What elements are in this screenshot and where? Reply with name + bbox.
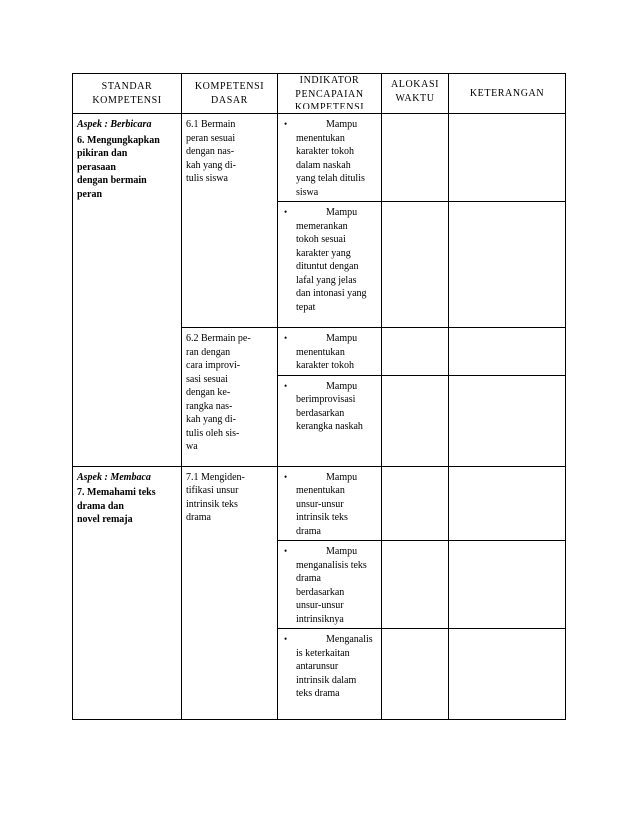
aspek-label: Aspek : Berbicara <box>77 119 152 130</box>
indikator-first: Mampu <box>326 380 358 392</box>
alokasi-cell <box>382 375 449 466</box>
competency-table <box>72 73 566 720</box>
indikator-line: berdasarkan <box>296 407 345 419</box>
indikator-line: lafal yang jelas <box>296 274 357 286</box>
standar-line: perasaan <box>77 161 116 173</box>
indikator-line: tokoh sesuai <box>296 234 346 245</box>
standar-line: dengan bermain <box>77 175 147 186</box>
standar-line: peran <box>77 188 102 200</box>
keterangan-cell <box>449 466 566 541</box>
indikator-cell <box>278 328 382 376</box>
kd-line: drama <box>186 512 211 523</box>
indikator-line: dituntut dengan <box>296 261 359 272</box>
kd-line: kah yang di- <box>186 414 236 425</box>
alokasi-cell <box>382 328 449 376</box>
indikator-first: Mampu <box>326 207 358 218</box>
standar-cell <box>73 114 182 467</box>
table-row <box>73 466 566 541</box>
indikator-rest <box>282 132 375 200</box>
kd-line: dengan ke- <box>186 387 231 398</box>
kd-line: dengan nas- <box>186 146 235 157</box>
keterangan-cell <box>449 541 566 629</box>
bullet-icon: • <box>284 119 288 129</box>
indikator-cell <box>278 202 382 328</box>
standar-line: novel remaja <box>77 514 133 525</box>
indikator-first: Mampu <box>326 546 358 557</box>
indikator-line: tepat <box>296 301 316 313</box>
indikator-line: antarunsur <box>296 661 339 672</box>
header-text: STANDAR <box>101 81 153 92</box>
indikator-line: menentukan <box>296 132 345 144</box>
indikator-line: intrinsiknya <box>296 613 344 625</box>
indikator-line: karakter tokoh <box>296 146 355 157</box>
kd-text <box>186 332 274 454</box>
header-row <box>73 74 566 114</box>
standar-line: drama dan <box>77 500 124 512</box>
keterangan-cell <box>449 375 566 466</box>
header-text: INDIKATOR <box>299 75 360 86</box>
header-indikator <box>278 74 382 114</box>
table-row <box>73 114 566 202</box>
kd-line: ran dengan <box>186 346 231 358</box>
indikator-rest <box>282 484 375 538</box>
indikator-cell <box>278 114 382 202</box>
kd-line: tulis oleh sis- <box>186 427 240 439</box>
kd-text <box>186 118 274 186</box>
indikator-rest <box>282 346 375 373</box>
keterangan-cell <box>449 629 566 720</box>
kd-line: tulis siswa <box>186 173 228 184</box>
kd-line: 7.1 Mengiden- <box>186 471 245 483</box>
kd-cell <box>182 114 278 328</box>
bullet-icon: • <box>284 207 288 217</box>
indikator-line: karakter yang <box>296 247 351 259</box>
indikator-first: Mampu <box>326 333 358 344</box>
indikator-line: intrinsik dalam <box>296 674 357 686</box>
header-text: WAKTU <box>395 92 435 104</box>
indikator-cell <box>278 541 382 629</box>
indikator-line: dan intonasi yang <box>296 288 367 299</box>
kd-line: wa <box>186 441 198 452</box>
header-alokasi-waktu <box>382 74 449 114</box>
kd-text <box>186 471 274 525</box>
indikator-rest <box>282 559 375 627</box>
standar-line: pikiran dan <box>77 148 128 159</box>
bullet-icon: • <box>284 546 288 556</box>
alokasi-cell <box>382 202 449 328</box>
kd-line: cara improvi- <box>186 360 241 371</box>
indikator-line: karakter tokoh <box>296 360 355 371</box>
alokasi-cell <box>382 466 449 541</box>
alokasi-cell <box>382 629 449 720</box>
standar-line: 7. Memahami teks <box>77 487 156 498</box>
header-text: KOMPETENSI <box>194 81 265 92</box>
indikator-line: kerangka naskah <box>296 421 363 432</box>
header-text: PENCAPAIAN <box>295 88 364 100</box>
indikator-line: unsur-unsur <box>296 600 344 611</box>
indikator-line: dalam naskah <box>296 159 351 171</box>
indikator-line: menentukan <box>296 485 345 496</box>
kd-cell <box>182 328 278 467</box>
alokasi-cell <box>382 114 449 202</box>
kd-line: intrinsik teks <box>186 498 238 510</box>
indikator-line: menentukan <box>296 346 345 358</box>
indikator-line: teks drama <box>296 688 340 699</box>
indikator-line: menganalisis teks <box>296 559 367 571</box>
indikator-first: Mampu <box>326 119 358 130</box>
indikator-first: Menganalis <box>326 634 373 645</box>
keterangan-cell <box>449 202 566 328</box>
header-text: KOMPETENSI <box>294 102 365 109</box>
bullet-icon: • <box>284 471 288 482</box>
indikator-first: Mampu <box>326 471 358 483</box>
header-text: KOMPETENSI <box>92 94 162 106</box>
indikator-line: intrinsik teks <box>296 512 348 523</box>
indikator-line: berdasarkan <box>296 586 345 598</box>
standar-cell <box>73 466 182 720</box>
kd-line: tifikasi unsur <box>186 485 239 496</box>
standar-line: 6. Mengungkapkan <box>77 134 160 146</box>
indikator-line: memerankan <box>296 220 348 232</box>
indikator-line: siswa <box>296 186 319 198</box>
header-standar-kompetensi <box>73 74 182 114</box>
indikator-cell <box>278 375 382 466</box>
header-text: ALOKASI <box>390 79 440 90</box>
kd-line: rangka nas- <box>186 400 233 412</box>
indikator-cell <box>278 466 382 541</box>
bullet-icon: • <box>284 634 288 644</box>
indikator-rest <box>282 393 375 434</box>
bullet-icon: • <box>284 380 288 391</box>
indikator-rest <box>282 647 375 701</box>
kd-line: kah yang di- <box>186 159 236 171</box>
kd-line: sasi sesuai <box>186 373 228 385</box>
header-kompetensi-dasar <box>182 74 278 114</box>
indikator-line: berimprovisasi <box>296 394 356 405</box>
indikator-rest <box>282 220 375 315</box>
alokasi-cell <box>382 541 449 629</box>
bullet-icon: • <box>284 333 288 343</box>
indikator-line: is keterkaitan <box>296 647 350 659</box>
header-text: DASAR <box>211 94 248 106</box>
keterangan-cell <box>449 114 566 202</box>
indikator-line: drama <box>296 573 321 584</box>
keterangan-cell <box>449 328 566 376</box>
indikator-line: drama <box>296 525 321 537</box>
kd-cell <box>182 466 278 720</box>
aspek-label: Aspek : Membaca <box>77 471 151 483</box>
indikator-cell <box>278 629 382 720</box>
kd-line: peran sesuai <box>186 132 236 144</box>
kd-line: 6.2 Bermain pe- <box>186 333 251 344</box>
header-keterangan: KETERANGAN <box>449 74 566 114</box>
kd-line: 6.1 Bermain <box>186 119 236 130</box>
standar-text <box>77 486 178 527</box>
indikator-line: yang telah ditulis <box>296 173 365 184</box>
indikator-line: unsur-unsur <box>296 498 344 510</box>
standar-text <box>77 134 178 202</box>
